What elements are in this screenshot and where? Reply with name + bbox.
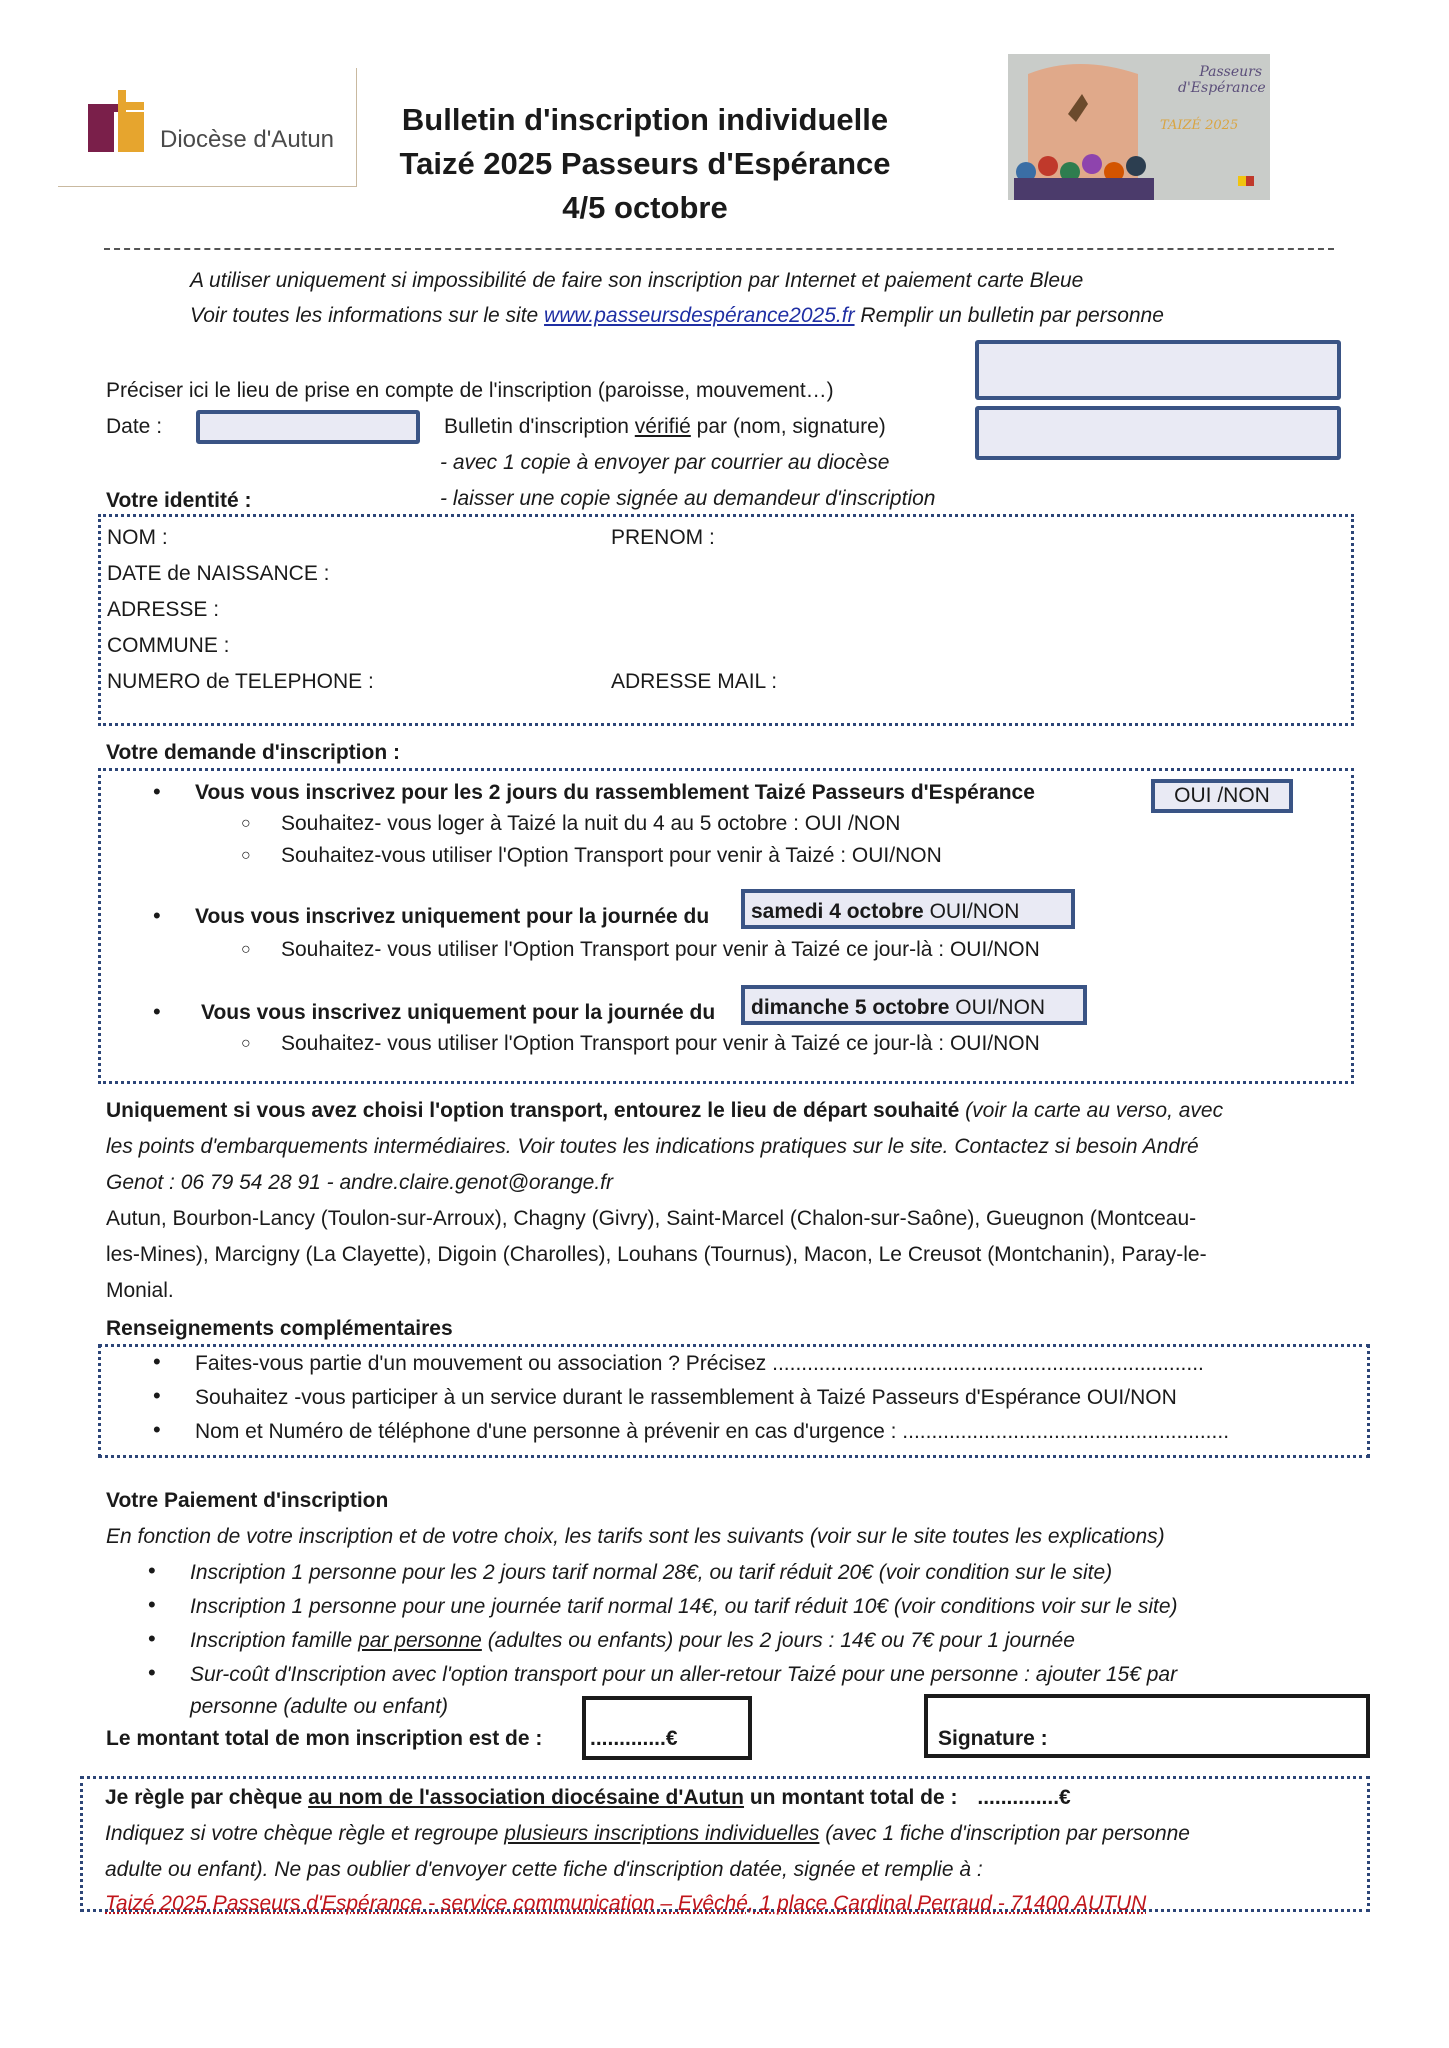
saturday-choice: OUI/NON [929, 900, 1020, 923]
service-question[interactable]: Souhaitez -vous participer à un service durant le rassemblement à Taizé Passeurs d'Espérance OUI/NON [195, 1386, 1177, 1409]
paiement-intro: En fonction de votre inscription et de votre choix, les tarifs sont les suivants (voir sur le site toutes les explications) [106, 1525, 1165, 1548]
address-field[interactable]: ADRESSE : [107, 598, 220, 621]
diocese-cross-logo-icon [88, 90, 150, 152]
transport-note-1: (voir la carte au verso, avec [965, 1099, 1224, 1122]
logo-text: Diocèse d'Autun [160, 126, 335, 153]
website-link[interactable]: www.passeursdespérance2025.fr [544, 304, 855, 327]
departure-places-1[interactable]: Autun, Bourbon-Lancy (Toulon-sur-Arroux), Chagny (Givry), Saint-Marcel (Chalon-sur-Saône), Gueugnon (Montceau- [106, 1207, 1197, 1230]
date-input-field[interactable] [196, 410, 420, 444]
nom-field[interactable]: NOM : [107, 526, 168, 549]
cheque-note-3: adulte ou enfant). Ne pas oublier d'envoyer cette fiche d'inscription datée, signée et remplie à : [105, 1858, 983, 1881]
bullet-icon: • [153, 779, 161, 804]
signature-field[interactable]: Signature : [924, 1694, 1370, 1758]
saturday-label: samedi 4 octobre [751, 900, 924, 923]
two-days-choice-box[interactable]: OUI /NON [1151, 779, 1293, 813]
tarif-two-days: Inscription 1 personne pour les 2 jours tarif normal 28€, ou tarif réduit 20€ (voir condition sur le site) [190, 1561, 1113, 1584]
tarif-family-suffix: (adultes ou enfants) pour les 2 jours : 14€ ou 7€ pour 1 journée [487, 1629, 1075, 1652]
lieu-label: Préciser ici le lieu de prise en compte de l'inscription (paroisse, mouvement…) [106, 379, 834, 402]
verif-label-suffix: par (nom, signature) [696, 415, 886, 438]
event-poster-image [1008, 54, 1270, 200]
transport-question-saturday[interactable]: Souhaitez- vous utiliser l'Option Transport pour venir à Taizé ce jour-là : OUI/NON [281, 938, 1040, 961]
cheque-payee: au nom de l'association diocésaine d'Autun [308, 1786, 745, 1809]
transport-question-2days[interactable]: Souhaitez-vous utiliser l'Option Transport pour venir à Taizé : OUI/NON [281, 844, 942, 867]
lodging-question[interactable]: Souhaitez- vous loger à Taizé la nuit du 4 au 5 octobre : OUI /NON [281, 812, 901, 835]
demande-heading: Votre demande d'inscription : [106, 741, 400, 764]
circle-bullet-icon: ○ [241, 847, 251, 864]
total-amount-field[interactable]: .............€ [582, 1696, 752, 1760]
option-two-days: Vous vous inscrivez pour les 2 jours du rassemblement Taizé Passeurs d'Espérance [195, 781, 1035, 804]
cheque-amount-field[interactable]: ..............€ [977, 1786, 1071, 1809]
tarif-transport-1: Sur-coût d'Inscription avec l'option transport pour un aller-retour Taizé pour une personne : ajouter 15€ par [190, 1663, 1178, 1686]
cheque-note-prefix: Indiquez si votre chèque règle et regroupe [105, 1822, 499, 1845]
separator-line [104, 248, 1334, 250]
cheque-note-suffix: (avec 1 fiche d'inscription par personne [825, 1822, 1190, 1845]
verification-signature-field[interactable] [975, 406, 1341, 460]
bullet-icon: • [153, 1349, 161, 1374]
cheque-prefix: Je règle par chèque [105, 1786, 303, 1809]
intro-line2-suffix: Remplir un bulletin par personne [860, 304, 1164, 327]
transport-note-2: les points d'embarquements intermédiaires. Voir toutes les indications pratiques sur le site. Contactez si besoin André [106, 1135, 1199, 1158]
emergency-contact-question[interactable]: Nom et Numéro de téléphone d'une personne à prévenir en cas d'urgence : ........................................................ [195, 1420, 1230, 1443]
renseignements-heading: Renseignements complémentaires [106, 1317, 453, 1340]
intro-line2-prefix: Voir toutes les informations sur le site [190, 304, 539, 327]
email-field[interactable]: ADRESSE MAIL : [611, 670, 778, 693]
page-title-line1: Bulletin d'inscription individuelle [401, 102, 889, 137]
circle-bullet-icon: ○ [241, 815, 251, 832]
sunday-label: dimanche 5 octobre [751, 996, 950, 1019]
cheque-box [80, 1776, 1370, 1915]
paiement-heading: Votre Paiement d'inscription [106, 1489, 389, 1512]
tarif-transport-2: personne (adulte ou enfant) [190, 1695, 449, 1718]
option-sunday-prefix: Vous vous inscrivez uniquement pour la journée du [201, 1001, 716, 1024]
transport-contact: Genot : 06 79 54 28 91 - andre.claire.genot@orange.fr [106, 1171, 613, 1194]
bullet-icon: • [148, 1592, 156, 1617]
circle-bullet-icon: ○ [241, 1035, 251, 1052]
tarif-one-day: Inscription 1 personne pour une journée tarif normal 14€, ou tarif réduit 10€ (voir conditions voir sur le site) [190, 1595, 1178, 1618]
sunday-choice: OUI/NON [955, 996, 1046, 1019]
cheque-note-ul: plusieurs inscriptions individuelles [504, 1822, 820, 1845]
intro-line1: A utiliser uniquement si impossibilité de faire son inscription par Internet et paiement carte Bleue [190, 269, 1084, 292]
tarif-family-ul: par personne [358, 1629, 482, 1652]
demande-box [98, 768, 1354, 1084]
association-question[interactable]: Faites-vous partie d'un mouvement ou association ? Précisez .......................................................................... [195, 1352, 1204, 1375]
bullet-icon: • [153, 903, 161, 928]
poster-title-1: Passeurs [1199, 64, 1262, 80]
poster-title-2: d'Espérance [1178, 80, 1266, 96]
circle-bullet-icon: ○ [241, 941, 251, 958]
option-saturday-prefix: Vous vous inscrivez uniquement pour la journée du [195, 905, 710, 928]
bullet-icon: • [148, 1558, 156, 1583]
commune-field[interactable]: COMMUNE : [107, 634, 230, 657]
page-title-line2: Taizé 2025 Passeurs d'Espérance [399, 146, 891, 181]
identity-box [98, 514, 1354, 726]
admin-note-2: - laisser une copie signée au demandeur d'inscription [440, 487, 936, 510]
bullet-icon: • [153, 1417, 161, 1442]
lieu-input-field[interactable] [975, 340, 1341, 400]
departure-places-3[interactable]: Monial. [106, 1279, 174, 1302]
sunday-choice-box[interactable] [741, 985, 1087, 1025]
admin-note-1: - avec 1 copie à envoyer par courrier au diocèse [440, 451, 890, 474]
renseignements-box [98, 1344, 1370, 1458]
total-label: Le montant total de mon inscription est de : [106, 1727, 543, 1750]
tarif-family-prefix: Inscription famille [190, 1629, 353, 1652]
departure-places-2[interactable]: les-Mines), Marcigny (La Clayette), Digoin (Charolles), Louhans (Tournus), Macon, Le Creusot (Montchanin), Paray-le- [106, 1243, 1207, 1266]
diocese-logo-block [58, 68, 357, 187]
transport-question-sunday[interactable]: Souhaitez- vous utiliser l'Option Transport pour venir à Taizé ce jour-là : OUI/NON [281, 1032, 1040, 1055]
birthdate-field[interactable]: DATE de NAISSANCE : [107, 562, 330, 585]
verif-label-word: vérifié [634, 415, 691, 438]
prenom-field[interactable]: PRENOM : [611, 526, 715, 549]
poster-event: TAIZÉ 2025 [1160, 118, 1239, 133]
verif-label-prefix: Bulletin d'inscription [444, 415, 629, 438]
identity-heading: Votre identité : [106, 489, 252, 512]
saturday-choice-box[interactable] [741, 889, 1075, 929]
phone-field[interactable]: NUMERO de TELEPHONE : [107, 670, 374, 693]
cheque-suffix: un montant total de : [749, 1786, 958, 1809]
bullet-icon: • [148, 1626, 156, 1651]
transport-instruction: Uniquement si vous avez choisi l'option transport, entourez le lieu de départ souhaité [106, 1099, 960, 1122]
bullet-icon: • [153, 999, 161, 1024]
page-title-line3: 4/5 octobre [562, 190, 728, 225]
bullet-icon: • [153, 1383, 161, 1408]
mailing-address: Taizé 2025 Passeurs d'Espérance - service communication – Evêché, 1 place Cardinal Perraud - 71400 AUTUN [105, 1892, 1147, 1915]
date-label: Date : [106, 415, 163, 438]
bullet-icon: • [148, 1660, 156, 1685]
